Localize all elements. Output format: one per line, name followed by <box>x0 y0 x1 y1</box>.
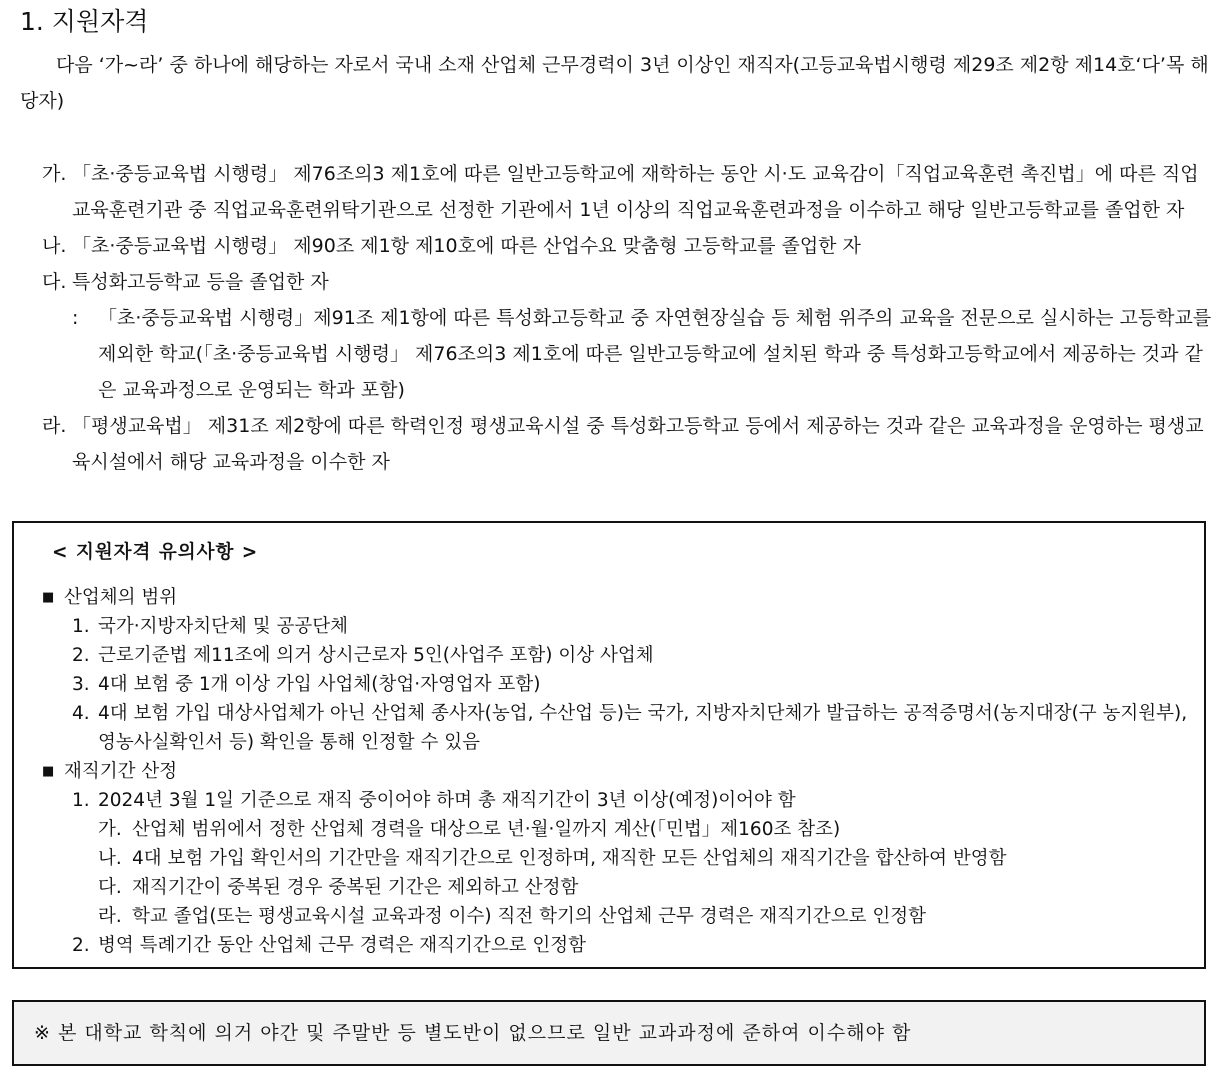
section-header <box>42 583 1202 612</box>
qualification-list <box>42 156 1212 480</box>
list-item <box>72 641 1202 670</box>
item-number: 1. <box>72 790 90 811</box>
item-number: 2. <box>72 645 90 666</box>
item-text: 4대 보험 가입 대상사업체가 아닌 산업체 종사자(농업, 수산업 등)는 국가, 지방자치단체가 발급하는 공적증명서(농지대장(구 농지원부), 영농사실확인서 등) 확인을 통해 인정할 수 있음 <box>98 703 1188 753</box>
sub-list-item <box>98 844 1202 873</box>
item-marker: 나. <box>42 235 67 257</box>
item-marker: 다. <box>42 271 67 293</box>
note-marker: : <box>72 307 79 329</box>
notes-title: < 지원자격 유의사항 > <box>52 542 259 563</box>
item-text: 병역 특례기간 동안 산업체 근무 경력은 재직기간으로 인정함 <box>98 935 586 956</box>
list-item <box>42 156 1212 228</box>
item-text: 4대 보험 가입 확인서의 기간만을 재직기간으로 인정하며, 재직한 모든 산업체의 재직기간을 합산하여 반영함 <box>132 848 1007 869</box>
item-number: 나. <box>98 848 122 869</box>
item-text: 학교 졸업(또는 평생교육시설 교육과정 이수) 직전 학기의 산업체 근무 경력은 재직기간으로 인정함 <box>132 906 926 927</box>
list-item <box>42 264 1212 300</box>
item-da-note <box>72 300 1212 408</box>
item-number: 1. <box>72 616 90 637</box>
item-text: 특성화고등학교 등을 졸업한 자 <box>72 271 329 293</box>
item-number: 다. <box>98 877 122 898</box>
section-heading: 1. 지원자격 <box>20 7 149 36</box>
item-text: 국가·지방자치단체 및 공공단체 <box>98 616 348 637</box>
item-text: 산업체 범위에서 정한 산업체 경력을 대상으로 년·월·일까지 계산(「민법」제160조 참조) <box>132 819 841 840</box>
item-marker: 가. <box>42 163 67 185</box>
list-item <box>72 670 1202 699</box>
sub-list-item <box>98 815 1202 844</box>
item-text: 2024년 3월 1일 기준으로 재직 중이어야 하며 총 재직기간이 3년 이상(예정)이어야 함 <box>98 790 796 811</box>
list-item <box>42 408 1212 480</box>
item-text: 재직기간이 중복된 경우 중복된 기간은 제외하고 산정함 <box>132 877 579 898</box>
list-item <box>42 228 1212 264</box>
section-header <box>42 757 1202 786</box>
item-marker: 라. <box>42 415 67 437</box>
item-number: 3. <box>72 674 90 695</box>
item-number: 4. <box>72 703 90 724</box>
item-number: 2. <box>72 935 90 956</box>
square-bullet-icon: ■ <box>42 590 55 605</box>
item-text: 근로기준법 제11조에 의거 상시근로자 5인(사업주 포함) 이상 사업체 <box>98 645 654 666</box>
note-text: 「초·중등교육법 시행령」제91조 제1항에 따른 특성화고등학교 중 자연현장실습 등 체험 위주의 교육을 전문으로 실시하는 고등학교를 제외한 학교(「초·중등교육법 시행령」 제76조의3 제1호에 따른 일반고등학교에 설치된 학과 중 특성화고등학교에서 제공하는 것과 같은 교육과정으로 운영되는 학과 포함) <box>98 307 1212 401</box>
list-item <box>72 786 1202 815</box>
item-number: 가. <box>98 819 122 840</box>
list-item <box>72 931 1202 960</box>
item-text: 「초·중등교육법 시행령」 제90조 제1항 제10호에 따른 산업수요 맞춤형 고등학교를 졸업한 자 <box>72 235 861 257</box>
intro-paragraph <box>20 47 1210 119</box>
item-text: 「초·중등교육법 시행령」 제76조의3 제1호에 따른 일반고등학교에 재학하는 동안 시·도 교육감이「직업교육훈련 촉진법」에 따른 직업교육훈련기관 중 직업교육훈련위탁기관으로 선정한 기관에서 1년 이상의 직업교육훈련과정을 이수하고 해당 일반고등학교를 졸업한 자 <box>72 163 1199 221</box>
list-item <box>72 612 1202 641</box>
sub-list-item <box>98 902 1202 931</box>
list-item <box>72 699 1202 757</box>
section-title: 재직기간 산정 <box>64 761 178 782</box>
footer-note: ※ 본 대학교 학칙에 의거 야간 및 주말반 등 별도반이 없으므로 일반 교과과정에 준하여 이수해야 함 <box>12 1000 1206 1066</box>
item-number: 라. <box>98 906 122 927</box>
section-title: 산업체의 범위 <box>64 587 178 608</box>
square-bullet-icon: ■ <box>42 764 55 779</box>
sub-list-item <box>98 873 1202 902</box>
item-text: 4대 보험 중 1개 이상 가입 사업체(창업·자영업자 포함) <box>98 674 541 695</box>
intro-text: 다음 ‘가~라’ 중 하나에 해당하는 자로서 국내 소재 산업체 근무경력이 3년 이상인 재직자(고등교육법시행령 제29조 제2항 제14호‘다’목 해당자) <box>20 54 1209 112</box>
item-text: 「평생교육법」 제31조 제2항에 따른 학력인정 평생교육시설 중 특성화고등학교 등에서 제공하는 것과 같은 교육과정을 운영하는 평생교육시설에서 해당 교육과정을 이수한 자 <box>72 415 1204 473</box>
notes-body <box>42 583 1202 960</box>
notes-box <box>12 521 1206 969</box>
